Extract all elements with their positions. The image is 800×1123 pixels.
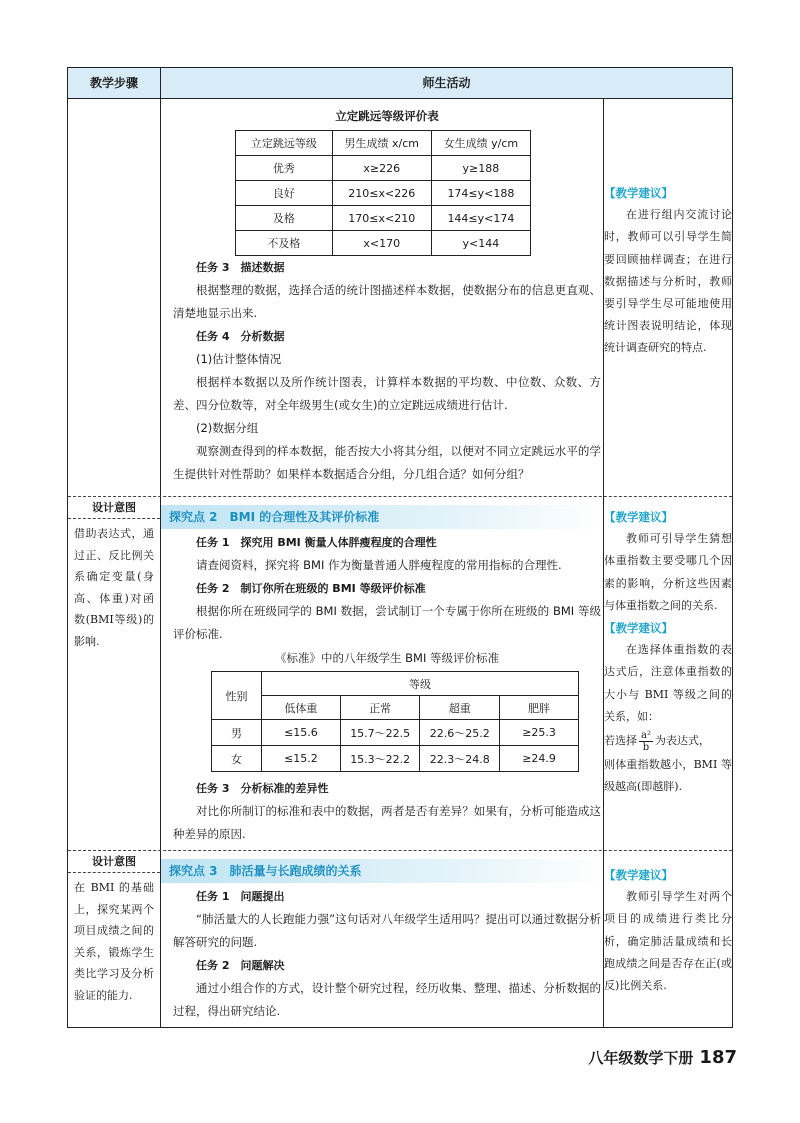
paragraph: 根据整理的数据，选择合适的统计图描述样本数据，使数据分布的信息更直观、清楚地显示出来. [173, 283, 601, 320]
right-note-3 [604, 864, 732, 997]
table-header [68, 68, 732, 99]
teaching-suggestion-text: 在进行组内交流讨论时，教师可以引导学生简要回顾抽样调查；在进行数据描述与分析时，教师要引导学生尽可能地使用统计图表说明结论，体现统计调查研究的特点. [604, 208, 732, 355]
teaching-suggestion-text: 在选择体重指数的表达式后，注意体重指数的大小与 BMI 等级之间的关系，如： [604, 643, 732, 723]
th-gender: 性别 [212, 672, 262, 720]
teaching-suggestion-tag: 【教学建议】 [604, 510, 673, 524]
table-cell: x≥226 [332, 156, 431, 181]
design-intent-text: 借助表达式，通过正、反比例关系确定变量(身高、体重)对函数(BMI等级)的影响. [74, 527, 154, 648]
formula-line [604, 728, 732, 754]
paragraph: 通过小组合作的方式，设计整个研究过程，经历收集、整理、描述、分析数据的过程，得出研究结论. [173, 981, 601, 1018]
table-cell: 不及格 [236, 231, 333, 256]
task-title: 任务 3 描述数据 [196, 261, 285, 274]
table-cell: 174≤y<188 [431, 181, 530, 206]
table-cell: y≥188 [431, 156, 530, 181]
teaching-suggestion-tag: 【教学建议】 [604, 621, 673, 636]
formula-prefix: 若选择 [604, 734, 637, 748]
section2-banner: 探究点 2 BMI 的合理性及其评价标准 [161, 505, 603, 529]
lesson-table [67, 67, 733, 1028]
task-title: 任务 1 探究用 BMI 衡量人体胖瘦程度的合理性 [196, 536, 437, 549]
th-overweight: 超重 [420, 696, 500, 720]
teaching-suggestion-text: 则体重指数越小，BMI 等级越高(即越胖). [604, 758, 732, 794]
table-cell: y<144 [431, 231, 530, 256]
right-note-1 [604, 182, 732, 360]
paragraph: 观察测查得到的样本数据，能否按大小将其分组，以便对不同立定跳远水平的学生提供针对性帮助？如果样本数据适合分组，分几组合适？如何分组？ [173, 444, 601, 481]
right-note-2 [604, 506, 732, 798]
row-divider-1 [68, 496, 732, 497]
paragraph: “肺活量大的人长跑能力强”这句话对八年级学生适用吗？提出可以通过数据分析解答研究的问题. [173, 912, 601, 949]
table-cell: 及格 [236, 206, 333, 231]
table-cell: 男 [212, 720, 262, 746]
header-steps: 教学步骤 [89, 76, 138, 90]
paragraph: 根据你所在班级同学的 BMI 数据，尝试制订一个专属于你所在班级的 BMI 等级评价标准. [173, 604, 601, 641]
table-cell: 144≤y<174 [431, 206, 530, 231]
paragraph: 请查阅资料，探究将 BMI 作为衡量普通人胖瘦程度的常用指标的合理性. [196, 558, 562, 572]
task-title: 任务 1 问题提出 [196, 890, 285, 903]
th-level: 立定跳远等级 [236, 131, 333, 156]
table-cell: 15.7～22.5 [340, 720, 420, 746]
fraction-denominator: b [642, 741, 650, 753]
table-cell: ≥24.9 [500, 746, 579, 772]
table-cell: ≥25.3 [500, 720, 579, 746]
col-divider-left [160, 68, 161, 1027]
table-cell: ≤15.6 [262, 720, 341, 746]
task-title: 任务 3 分析标准的差异性 [196, 782, 329, 795]
table-cell: 良好 [236, 181, 333, 206]
th-normal: 正常 [340, 696, 420, 720]
book-title: 八年级数学下册 [588, 1049, 694, 1067]
table-cell: 170≤x<210 [332, 206, 431, 231]
th-boys: 男生成绩 x/cm [332, 131, 431, 156]
section3-banner: 探究点 3 肺活量与长跑成绩的关系 [161, 859, 603, 883]
teaching-suggestion-text: 教师引导学生对两个项目的成绩进行类比分析，确定肺活量成绩和长跑成绩之间是否存在正(或反)比例关系. [604, 890, 732, 993]
table-cell: 22.3～24.8 [420, 746, 500, 772]
section2-body [173, 531, 601, 646]
th-girls: 女生成绩 y/cm [431, 131, 530, 156]
fraction [639, 730, 653, 753]
page-footer [588, 1047, 737, 1068]
th-level: 等级 [262, 672, 579, 696]
fraction-numerator: a² [641, 729, 651, 741]
th-underweight: 低体重 [262, 696, 341, 720]
paragraph: 对比你所制订的标准和表中的数据，两者是否有差异？如果有，分析可能造成这种差异的原因. [173, 804, 601, 841]
teaching-suggestion-tag: 【教学建议】 [604, 186, 673, 200]
table-cell: x<170 [332, 231, 431, 256]
task-title: 任务 2 制订你所在班级的 BMI 等级评价标准 [196, 582, 426, 595]
table-cell: 210≤x<226 [332, 181, 431, 206]
header-activities: 师生活动 [422, 76, 471, 90]
long-jump-table [235, 130, 531, 256]
formula-suffix: 为表达式， [654, 734, 710, 748]
teaching-suggestion-tag: 【教学建议】 [604, 868, 673, 882]
sub-heading: (1)估计整体情况 [196, 352, 282, 366]
row-divider-2 [68, 850, 732, 851]
design-intent-text: 在 BMI 的基础上，探究某两个项目成绩之间的关系，锻炼学生类比学习及分析验证的能力. [74, 881, 154, 1002]
paragraph: 根据样本数据以及所作统计图表，计算样本数据的平均数、中位数、众数、方差、四分位数等，对全年级男生(或女生)的立定跳远成绩进行估计. [173, 375, 601, 412]
table-cell: 15.3～22.2 [340, 746, 420, 772]
sub-heading: (2)数据分组 [196, 421, 259, 435]
section3-body [173, 885, 601, 1023]
bmi-table-caption: 《标准》中的八年级学生 BMI 等级评价标准 [274, 651, 499, 665]
page-number: 187 [699, 1047, 737, 1068]
table-cell: 22.6～25.2 [420, 720, 500, 746]
table-cell: 女 [212, 746, 262, 772]
teaching-suggestion-text: 教师可引导学生猜想体重指数主要受哪几个因素的影响，分析这些因素与体重指数之间的关系. [604, 532, 732, 612]
table-cell: ≤15.2 [262, 746, 341, 772]
table-cell: 优秀 [236, 156, 333, 181]
th-obese: 肥胖 [500, 696, 579, 720]
design-intent-title: 设计意图 [68, 851, 160, 872]
task-title: 任务 2 问题解决 [196, 959, 285, 972]
design-intent-title: 设计意图 [68, 497, 160, 518]
task-title: 任务 4 分析数据 [196, 330, 285, 343]
bmi-table [211, 671, 579, 772]
section1-body [173, 256, 601, 486]
section2-body-2 [173, 777, 601, 846]
top-table-caption: 立定跳远等级评价表 [335, 109, 439, 123]
